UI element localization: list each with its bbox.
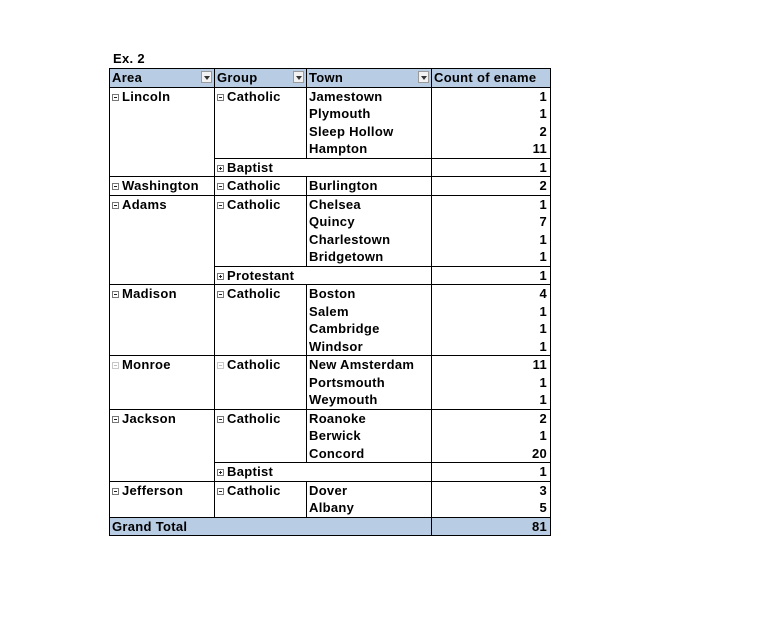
group-label: Catholic (227, 482, 281, 498)
table-row (110, 481, 551, 499)
count-cell: 20 (432, 445, 551, 463)
count-cell: 1 (432, 105, 551, 123)
collapse-toggle-icon[interactable] (217, 416, 224, 423)
count-cell: 1 (432, 303, 551, 321)
town-cell: Hampton (307, 140, 432, 158)
area-cell (110, 87, 215, 177)
group-label: Protestant (227, 267, 295, 283)
group-cell (215, 409, 307, 463)
group-label: Baptist (227, 464, 274, 480)
collapse-toggle-icon[interactable] (112, 291, 119, 298)
count-column-header (432, 69, 551, 88)
table-row (110, 285, 551, 303)
town-cell: Portsmouth (307, 374, 432, 392)
group-cell (215, 87, 307, 158)
area-label: Jefferson (122, 482, 184, 498)
table-row (110, 87, 551, 105)
area-cell (110, 285, 215, 356)
count-cell: 2 (432, 177, 551, 196)
collapse-toggle-icon[interactable] (112, 94, 119, 101)
area-label: Lincoln (122, 88, 171, 104)
area-label: Washington (122, 178, 199, 193)
count-cell: 1 (432, 158, 551, 177)
town-cell: Plymouth (307, 105, 432, 123)
grand-total-row (110, 517, 551, 536)
count-cell: 4 (432, 285, 551, 303)
collapse-toggle-icon[interactable] (112, 183, 119, 190)
expand-toggle-icon[interactable] (217, 469, 224, 476)
count-cell: 1 (432, 463, 551, 482)
table-row (110, 409, 551, 427)
town-cell: Concord (307, 445, 432, 463)
group-cell (215, 481, 307, 517)
count-cell: 2 (432, 123, 551, 141)
collapse-toggle-icon[interactable] (112, 416, 119, 423)
collapse-toggle-icon[interactable] (112, 362, 119, 369)
group-label: Catholic (227, 178, 281, 193)
grand-total-label: Grand Total (110, 517, 432, 536)
town-cell: New Amsterdam (307, 356, 432, 374)
town-cell: Burlington (307, 177, 432, 196)
group-label: Catholic (227, 196, 281, 212)
expand-toggle-icon[interactable] (217, 273, 224, 280)
town-column-header[interactable] (307, 69, 432, 88)
collapse-toggle-icon[interactable] (217, 94, 224, 101)
area-cell (110, 356, 215, 410)
count-cell: 1 (432, 248, 551, 266)
town-cell: Cambridge (307, 320, 432, 338)
town-cell: Boston (307, 285, 432, 303)
group-label: Catholic (227, 410, 281, 426)
town-cell: Charlestown (307, 231, 432, 249)
town-cell: Bridgetown (307, 248, 432, 266)
area-cell (110, 195, 215, 285)
grand-total-value: 81 (432, 517, 551, 536)
town-cell: Windsor (307, 338, 432, 356)
collapse-toggle-icon[interactable] (217, 291, 224, 298)
group-cell (215, 463, 432, 482)
town-cell: Sleep Hollow (307, 123, 432, 141)
count-cell: 1 (432, 427, 551, 445)
town-header-label: Town (309, 70, 344, 86)
group-label: Catholic (227, 88, 281, 104)
town-cell: Chelsea (307, 195, 432, 213)
area-cell (110, 177, 215, 196)
town-cell: Salem (307, 303, 432, 321)
area-label: Monroe (122, 357, 171, 372)
count-cell: 7 (432, 213, 551, 231)
collapse-toggle-icon[interactable] (112, 488, 119, 495)
count-cell: 5 (432, 499, 551, 517)
group-label: Baptist (227, 159, 274, 175)
count-cell: 1 (432, 87, 551, 105)
table-row (110, 177, 551, 196)
area-cell (110, 481, 215, 517)
area-header-label: Area (112, 70, 143, 86)
group-header-label: Group (217, 70, 258, 86)
group-column-header[interactable] (215, 69, 307, 88)
group-cell (215, 266, 432, 285)
group-cell (215, 195, 307, 266)
count-cell: 1 (432, 320, 551, 338)
town-cell: Berwick (307, 427, 432, 445)
town-cell: Albany (307, 499, 432, 517)
count-cell: 11 (432, 140, 551, 158)
group-cell (215, 158, 432, 177)
group-cell (215, 177, 307, 196)
count-cell: 1 (432, 391, 551, 409)
count-header-label: Count of ename (434, 70, 537, 86)
collapse-toggle-icon[interactable] (112, 202, 119, 209)
collapse-toggle-icon[interactable] (217, 202, 224, 209)
count-cell: 11 (432, 356, 551, 374)
town-cell: Quincy (307, 213, 432, 231)
group-cell (215, 285, 307, 356)
group-cell (215, 356, 307, 410)
area-column-header[interactable] (110, 69, 215, 88)
count-cell: 1 (432, 195, 551, 213)
count-cell: 2 (432, 409, 551, 427)
town-filter-dropdown-icon[interactable] (418, 71, 429, 83)
area-cell (110, 409, 215, 481)
collapse-toggle-icon[interactable] (217, 183, 224, 190)
table-row (110, 356, 551, 374)
count-cell: 3 (432, 481, 551, 499)
collapse-toggle-icon[interactable] (217, 488, 224, 495)
town-cell: Weymouth (307, 391, 432, 409)
collapse-toggle-icon[interactable] (217, 362, 224, 369)
header-row (110, 69, 551, 88)
count-cell: 1 (432, 266, 551, 285)
count-cell: 1 (432, 231, 551, 249)
table-row (110, 195, 551, 213)
group-label: Catholic (227, 357, 281, 372)
area-label: Jackson (122, 410, 177, 426)
expand-toggle-icon[interactable] (217, 165, 224, 172)
area-label: Adams (122, 196, 167, 212)
count-cell: 1 (432, 374, 551, 392)
pivot-table (109, 68, 551, 536)
town-cell: Jamestown (307, 87, 432, 105)
town-cell: Dover (307, 481, 432, 499)
group-filter-dropdown-icon[interactable] (293, 71, 304, 83)
town-cell: Roanoke (307, 409, 432, 427)
group-label: Catholic (227, 286, 281, 301)
area-filter-dropdown-icon[interactable] (201, 71, 212, 83)
pivot-caption: Ex. 2 (113, 51, 145, 66)
area-label: Madison (122, 286, 177, 301)
count-cell: 1 (432, 338, 551, 356)
